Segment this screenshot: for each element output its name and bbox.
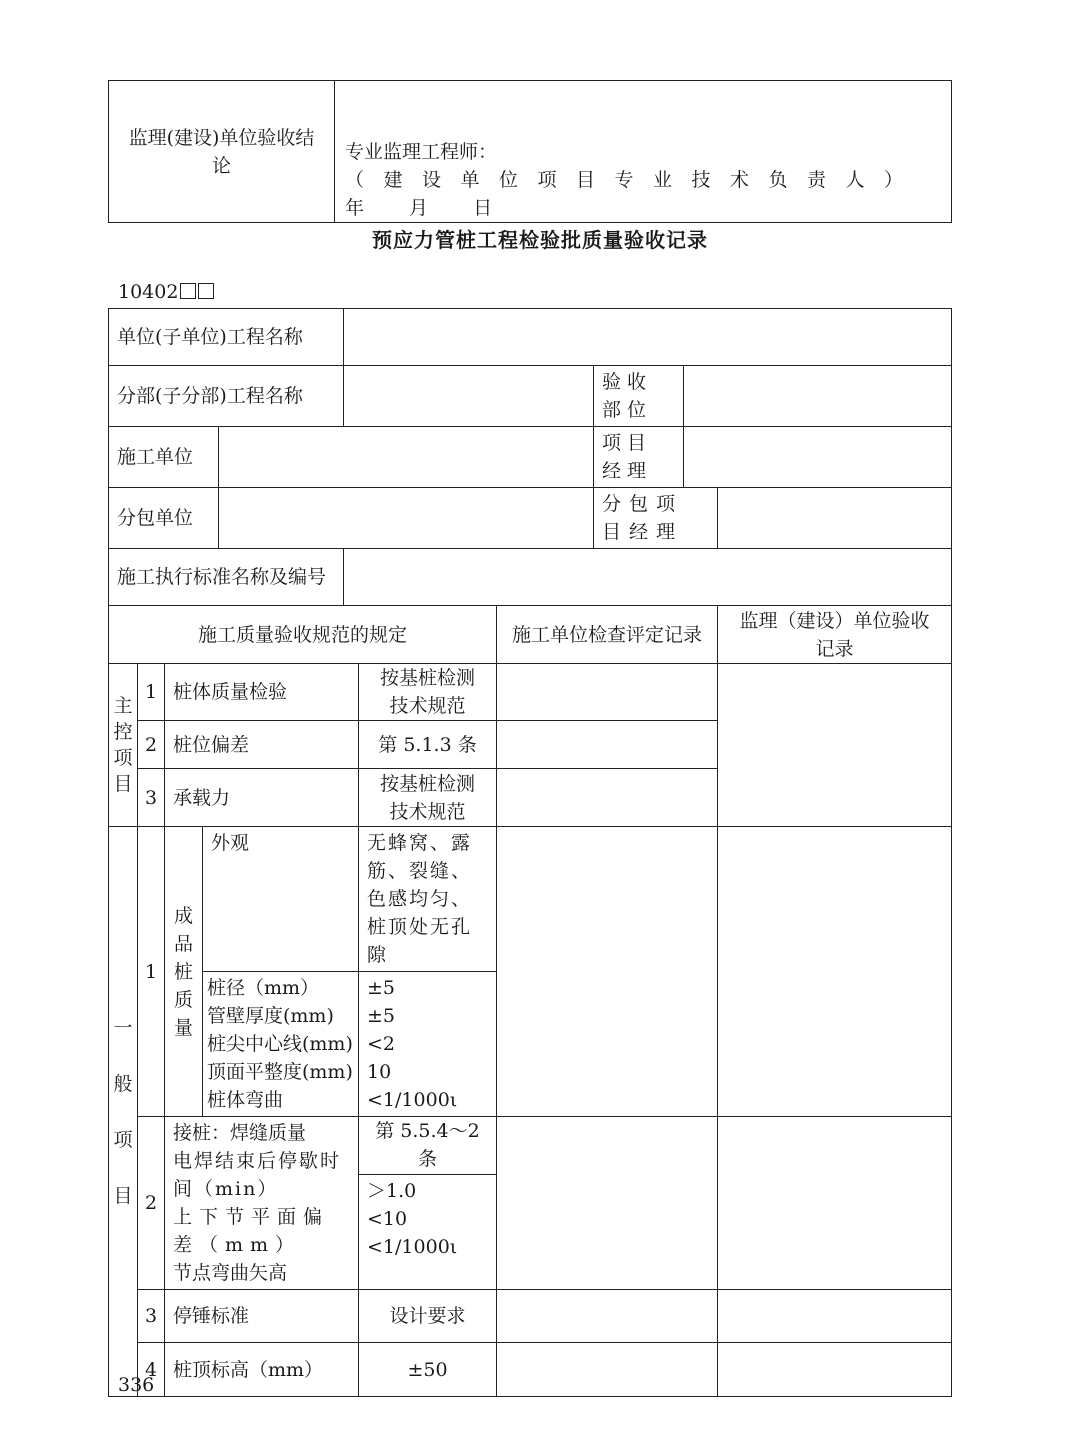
sub-project-label: 分部(子分部)工程名称 — [109, 366, 344, 427]
supervisor-record-cell[interactable] — [718, 1290, 952, 1343]
code-box — [180, 283, 196, 299]
item-name: 停锤标准 — [165, 1290, 359, 1343]
supervisor-record-cell[interactable] — [718, 664, 952, 827]
item-number: 1 — [138, 664, 165, 721]
sub-project-manager-value[interactable] — [718, 488, 952, 549]
plane-deviation-name: 上下节平面偏差（mm） — [173, 1206, 330, 1256]
spec-column-header: 施工质量验收规范的规定 — [109, 606, 497, 664]
item-number: 2 — [138, 721, 165, 769]
item-number: 1 — [138, 827, 165, 1117]
top-flatness-name: 顶面平整度(mm) — [207, 1061, 353, 1083]
weld-quality-name: 接桩：焊缝质量 — [173, 1122, 307, 1144]
tech-lead-label: （建设单位项目专业技术负责人） — [345, 169, 923, 191]
supervisor-record-cell[interactable] — [718, 1117, 952, 1290]
item-standard: 按基桩检测技术规范 — [359, 769, 497, 827]
unit-project-label: 单位(子单位)工程名称 — [109, 309, 344, 366]
item-name: 桩位偏差 — [165, 721, 359, 769]
pile-diameter-name: 桩径（mm） — [207, 977, 320, 999]
pile-quality-names — [203, 972, 359, 1117]
wall-thickness-name: 管壁厚度(mm) — [207, 1005, 334, 1027]
conclusion-table — [108, 80, 952, 223]
contractor-record-cell[interactable] — [497, 769, 718, 827]
joint-bending-std: <1/1000ι — [367, 1236, 458, 1258]
supervisor-record-cell[interactable] — [718, 827, 952, 1117]
standard-value[interactable] — [344, 549, 952, 606]
main-control-label: 主控项目 — [109, 664, 138, 827]
item-standard: ±50 — [359, 1343, 497, 1397]
contractor-record-cell[interactable] — [497, 1117, 718, 1290]
date-label: 年 月 日 — [345, 197, 493, 219]
plane-deviation-std: <10 — [367, 1208, 408, 1230]
standard-label: 施工执行标准名称及编号 — [109, 549, 344, 606]
tip-centerline-std: <2 — [367, 1033, 396, 1055]
acceptance-part-label: 验收部位 — [594, 366, 684, 427]
contractor-record-cell[interactable] — [497, 1290, 718, 1343]
item-standard: 按基桩检测技术规范 — [359, 664, 497, 721]
splicing-standards — [359, 1175, 497, 1290]
splicing-names — [165, 1117, 359, 1290]
conclusion-label: 监理(建设)单位验收结论 — [109, 81, 335, 223]
general-items-label: 一般项目 — [109, 827, 138, 1397]
contractor-record-cell[interactable] — [497, 1343, 718, 1397]
pile-bending-name: 桩体弯曲 — [207, 1089, 284, 1111]
inspection-table — [108, 308, 952, 1397]
item-number: 3 — [138, 1290, 165, 1343]
item-number: 4 — [138, 1343, 165, 1397]
contractor-label: 施工单位 — [109, 427, 219, 488]
tip-centerline-name: 桩尖中心线(mm) — [207, 1033, 353, 1055]
supervisor-record-cell[interactable] — [718, 1343, 952, 1397]
project-manager-value[interactable] — [684, 427, 952, 488]
page-title: 预应力管桩工程检验批质量验收记录 — [372, 228, 708, 252]
contractor-value[interactable] — [219, 427, 594, 488]
item-number: 2 — [138, 1117, 165, 1290]
cooling-time-std: ＞1.0 — [367, 1180, 417, 1202]
subcontractor-label: 分包单位 — [109, 488, 219, 549]
signature-cell — [335, 81, 952, 223]
appearance-standard: 无蜂窝、露筋、裂缝、色感均匀、桩顶处无孔隙 — [359, 827, 497, 972]
pile-quality-standards — [359, 972, 497, 1117]
page-number: 336 — [118, 1374, 155, 1396]
project-manager-label: 项目经理 — [594, 427, 684, 488]
finished-pile-group-label: 成品桩质量 — [165, 827, 203, 1117]
appearance-name: 外观 — [203, 827, 359, 972]
contractor-record-cell[interactable] — [497, 664, 718, 721]
wall-thickness-std: ±5 — [367, 1005, 396, 1027]
item-standard: 第 5.1.3 条 — [359, 721, 497, 769]
contractor-record-cell[interactable] — [497, 721, 718, 769]
sub-project-value[interactable] — [344, 366, 594, 427]
acceptance-part-value[interactable] — [684, 366, 952, 427]
joint-bending-name: 节点弯曲矢高 — [173, 1262, 288, 1284]
subcontractor-value[interactable] — [219, 488, 594, 549]
form-code: 10402 — [118, 281, 214, 303]
supervisor-record-header: 监理（建设）单位验收记录 — [718, 606, 952, 664]
code-box — [198, 283, 214, 299]
pile-diameter-std: ±5 — [367, 977, 396, 999]
item-name: 桩顶标高（mm） — [165, 1343, 359, 1397]
sub-project-manager-label: 分包项目经理 — [594, 488, 718, 549]
item-standard: 设计要求 — [359, 1290, 497, 1343]
cooling-time-name: 电焊结束后停歇时间（min） — [173, 1150, 342, 1200]
unit-project-value[interactable] — [344, 309, 952, 366]
item-number: 3 — [138, 769, 165, 827]
pile-bending-std: <1/1000ι — [367, 1089, 458, 1111]
top-flatness-std: 10 — [367, 1061, 392, 1083]
weld-standard: 第 5.5.4～2 条 — [359, 1117, 497, 1175]
contractor-record-header: 施工单位检查评定记录 — [497, 606, 718, 664]
item-name: 承载力 — [165, 769, 359, 827]
engineer-label: 专业监理工程师： — [345, 141, 498, 163]
contractor-record-cell[interactable] — [497, 827, 718, 1117]
item-name: 桩体质量检验 — [165, 664, 359, 721]
